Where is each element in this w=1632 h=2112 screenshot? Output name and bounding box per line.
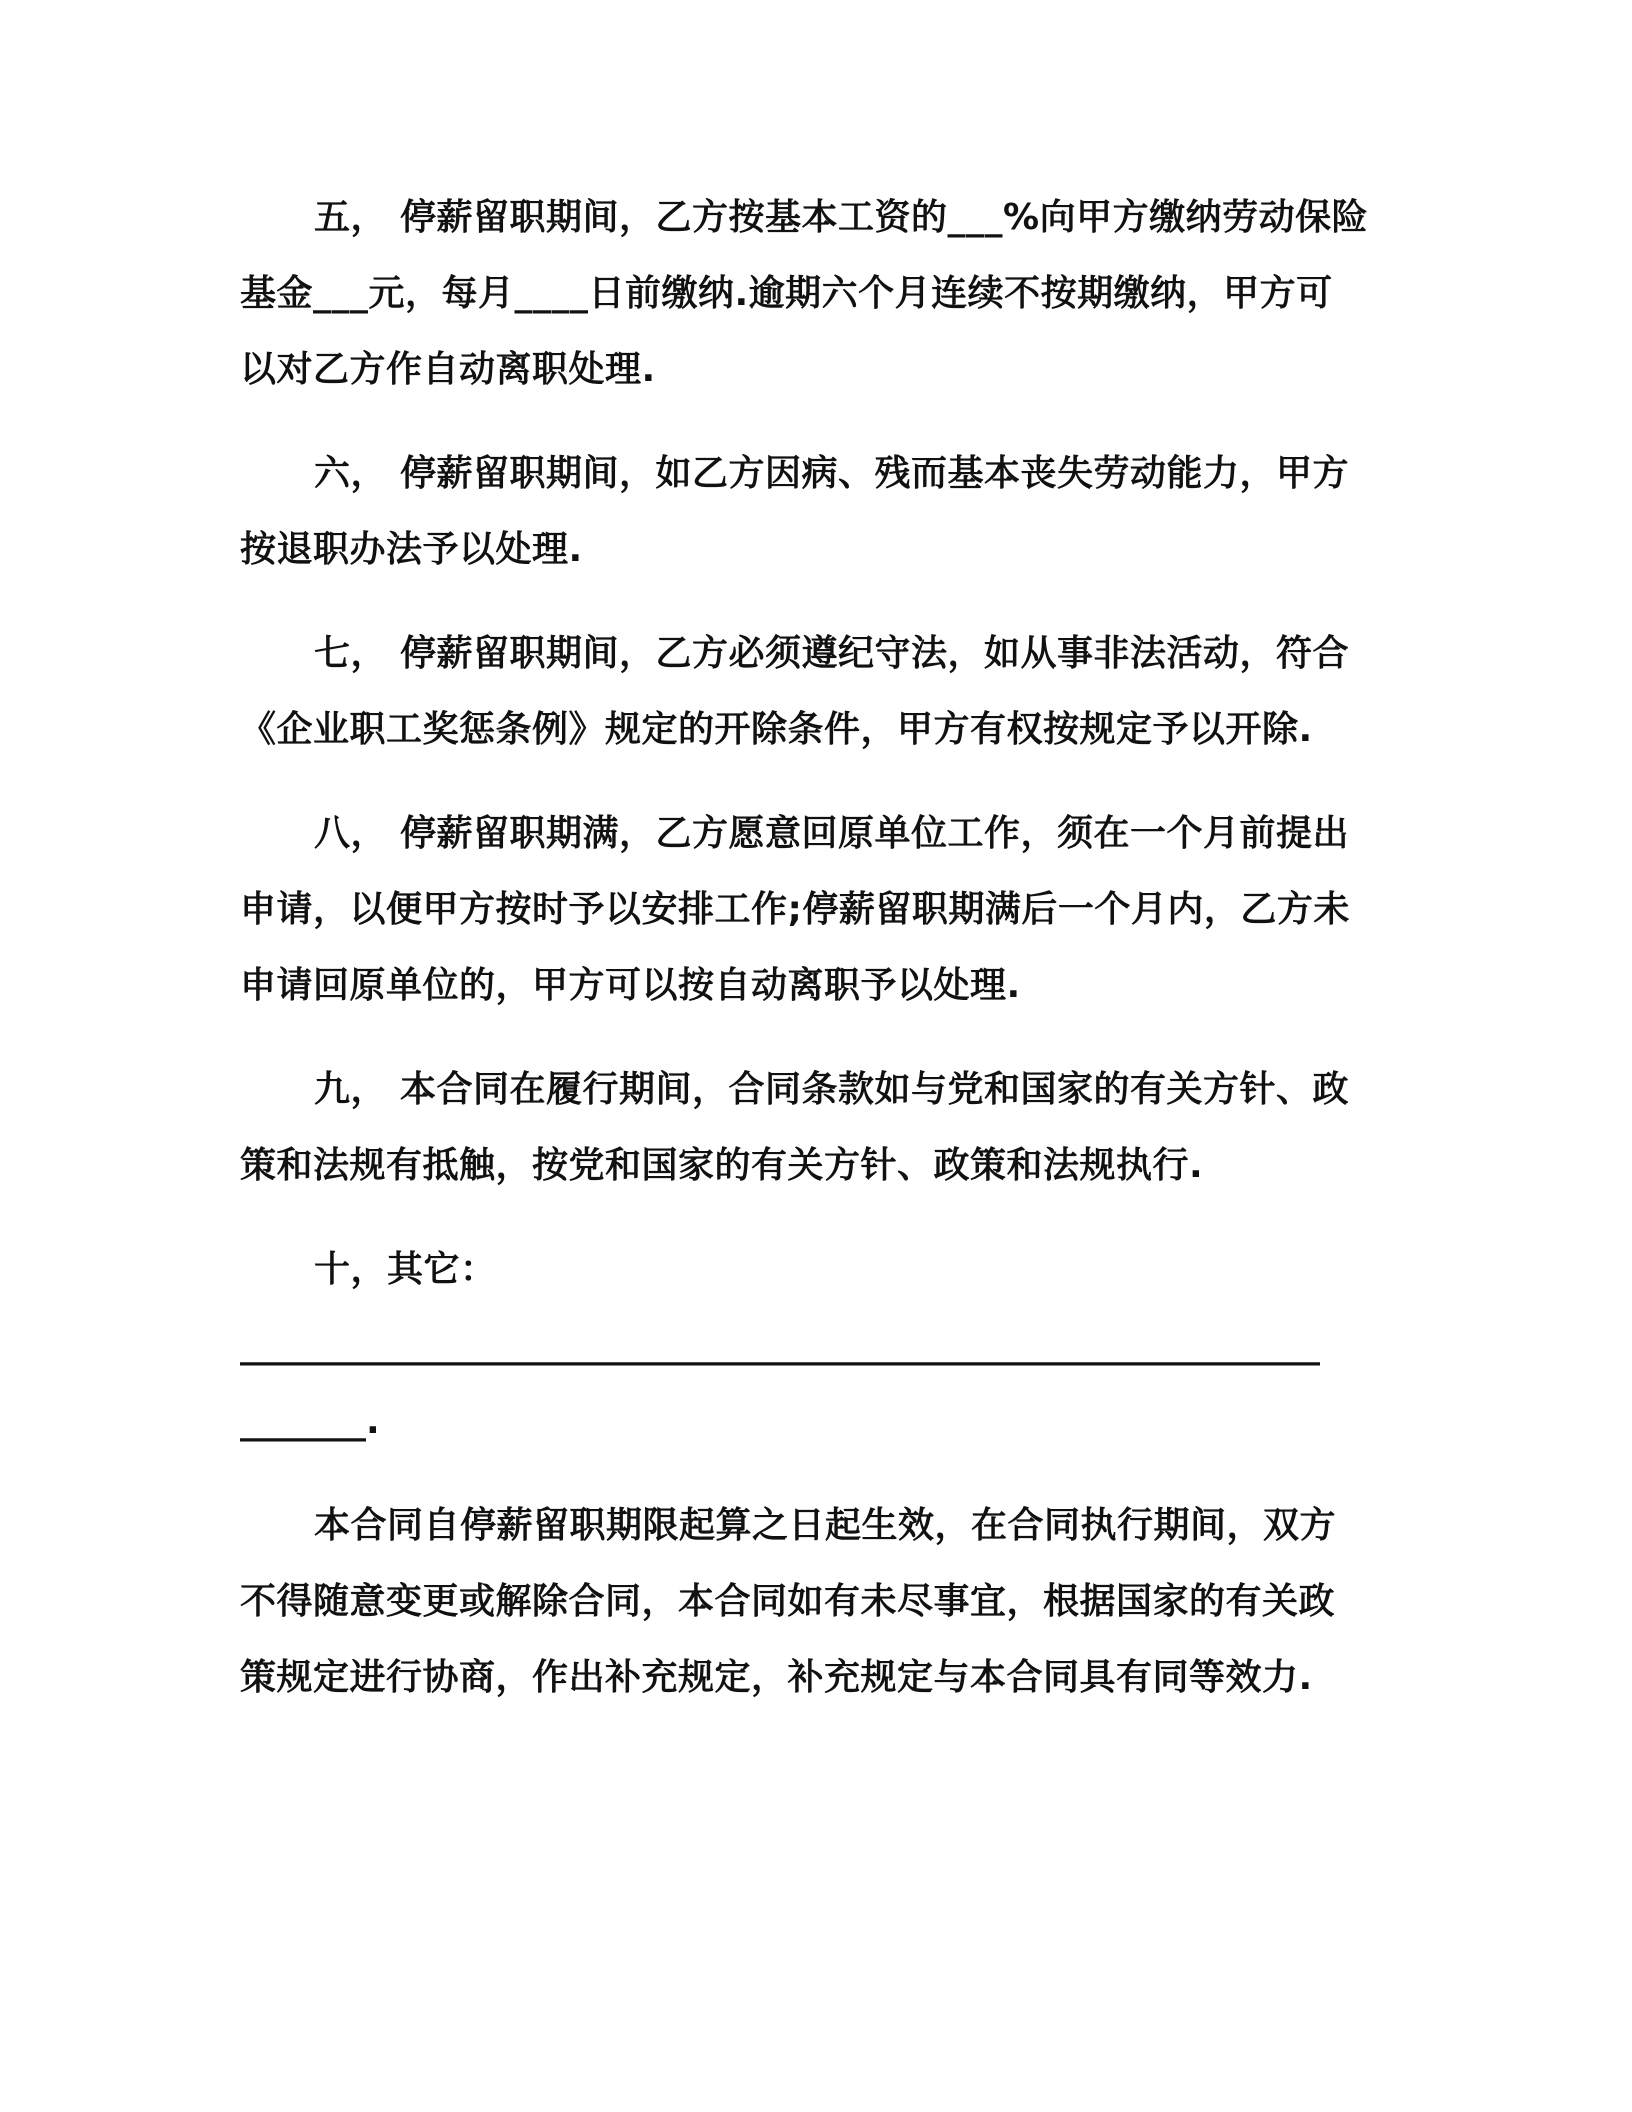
clause-6-line-2: 按退职办法予以处理. — [240, 529, 583, 570]
clause-10-blank-end: _______. — [240, 1401, 380, 1442]
clause-5-line-2: 基金___元，每月____日前缴纳.逾期六个月连续不按期缴纳，甲方可 — [240, 273, 1333, 314]
clause-6-line-1: 六， 停薪留职期间，如乙方因病、残而基本丧失劳动能力，甲方 — [314, 453, 1350, 494]
clause-7-line-2: 《企业职工奖惩条例》规定的开除条件，甲方有权按规定予以开除. — [240, 709, 1313, 750]
clause-7-line-1: 七， 停薪留职期间，乙方必须遵纪守法，如从事非法活动，符合 — [314, 633, 1350, 674]
clause-8-line-1: 八， 停薪留职期满，乙方愿意回原单位工作，须在一个月前提出 — [314, 813, 1350, 854]
clause-8-line-2: 申请，以便甲方按时予以安排工作;停薪留职期满后一个月内，乙方未 — [240, 889, 1350, 930]
clause-10-blank-line: ____________________________________________________________ — [240, 1325, 1320, 1366]
clause-5-line-1: 五， 停薪留职期间，乙方按基本工资的___%向甲方缴纳劳动保险 — [314, 197, 1369, 238]
clause-9-line-1: 九， 本合同在履行期间，合同条款如与党和国家的有关方针、政 — [314, 1069, 1350, 1110]
closing-line-2: 不得随意变更或解除合同，本合同如有未尽事宜，根据国家的有关政 — [240, 1581, 1336, 1622]
clause-5-line-3: 以对乙方作自动离职处理. — [240, 349, 656, 390]
clause-8-line-3: 申请回原单位的，甲方可以按自动离职予以处理. — [240, 965, 1021, 1006]
clause-10-line-1: 十，其它： — [314, 1249, 497, 1290]
closing-line-1: 本合同自停薪留职期限起算之日起生效，在合同执行期间，双方 — [314, 1505, 1337, 1546]
closing-line-3: 策规定进行协商，作出补充规定，补充规定与本合同具有同等效力. — [240, 1657, 1313, 1698]
clause-9-line-2: 策和法规有抵触，按党和国家的有关方针、政策和法规执行. — [240, 1145, 1204, 1186]
